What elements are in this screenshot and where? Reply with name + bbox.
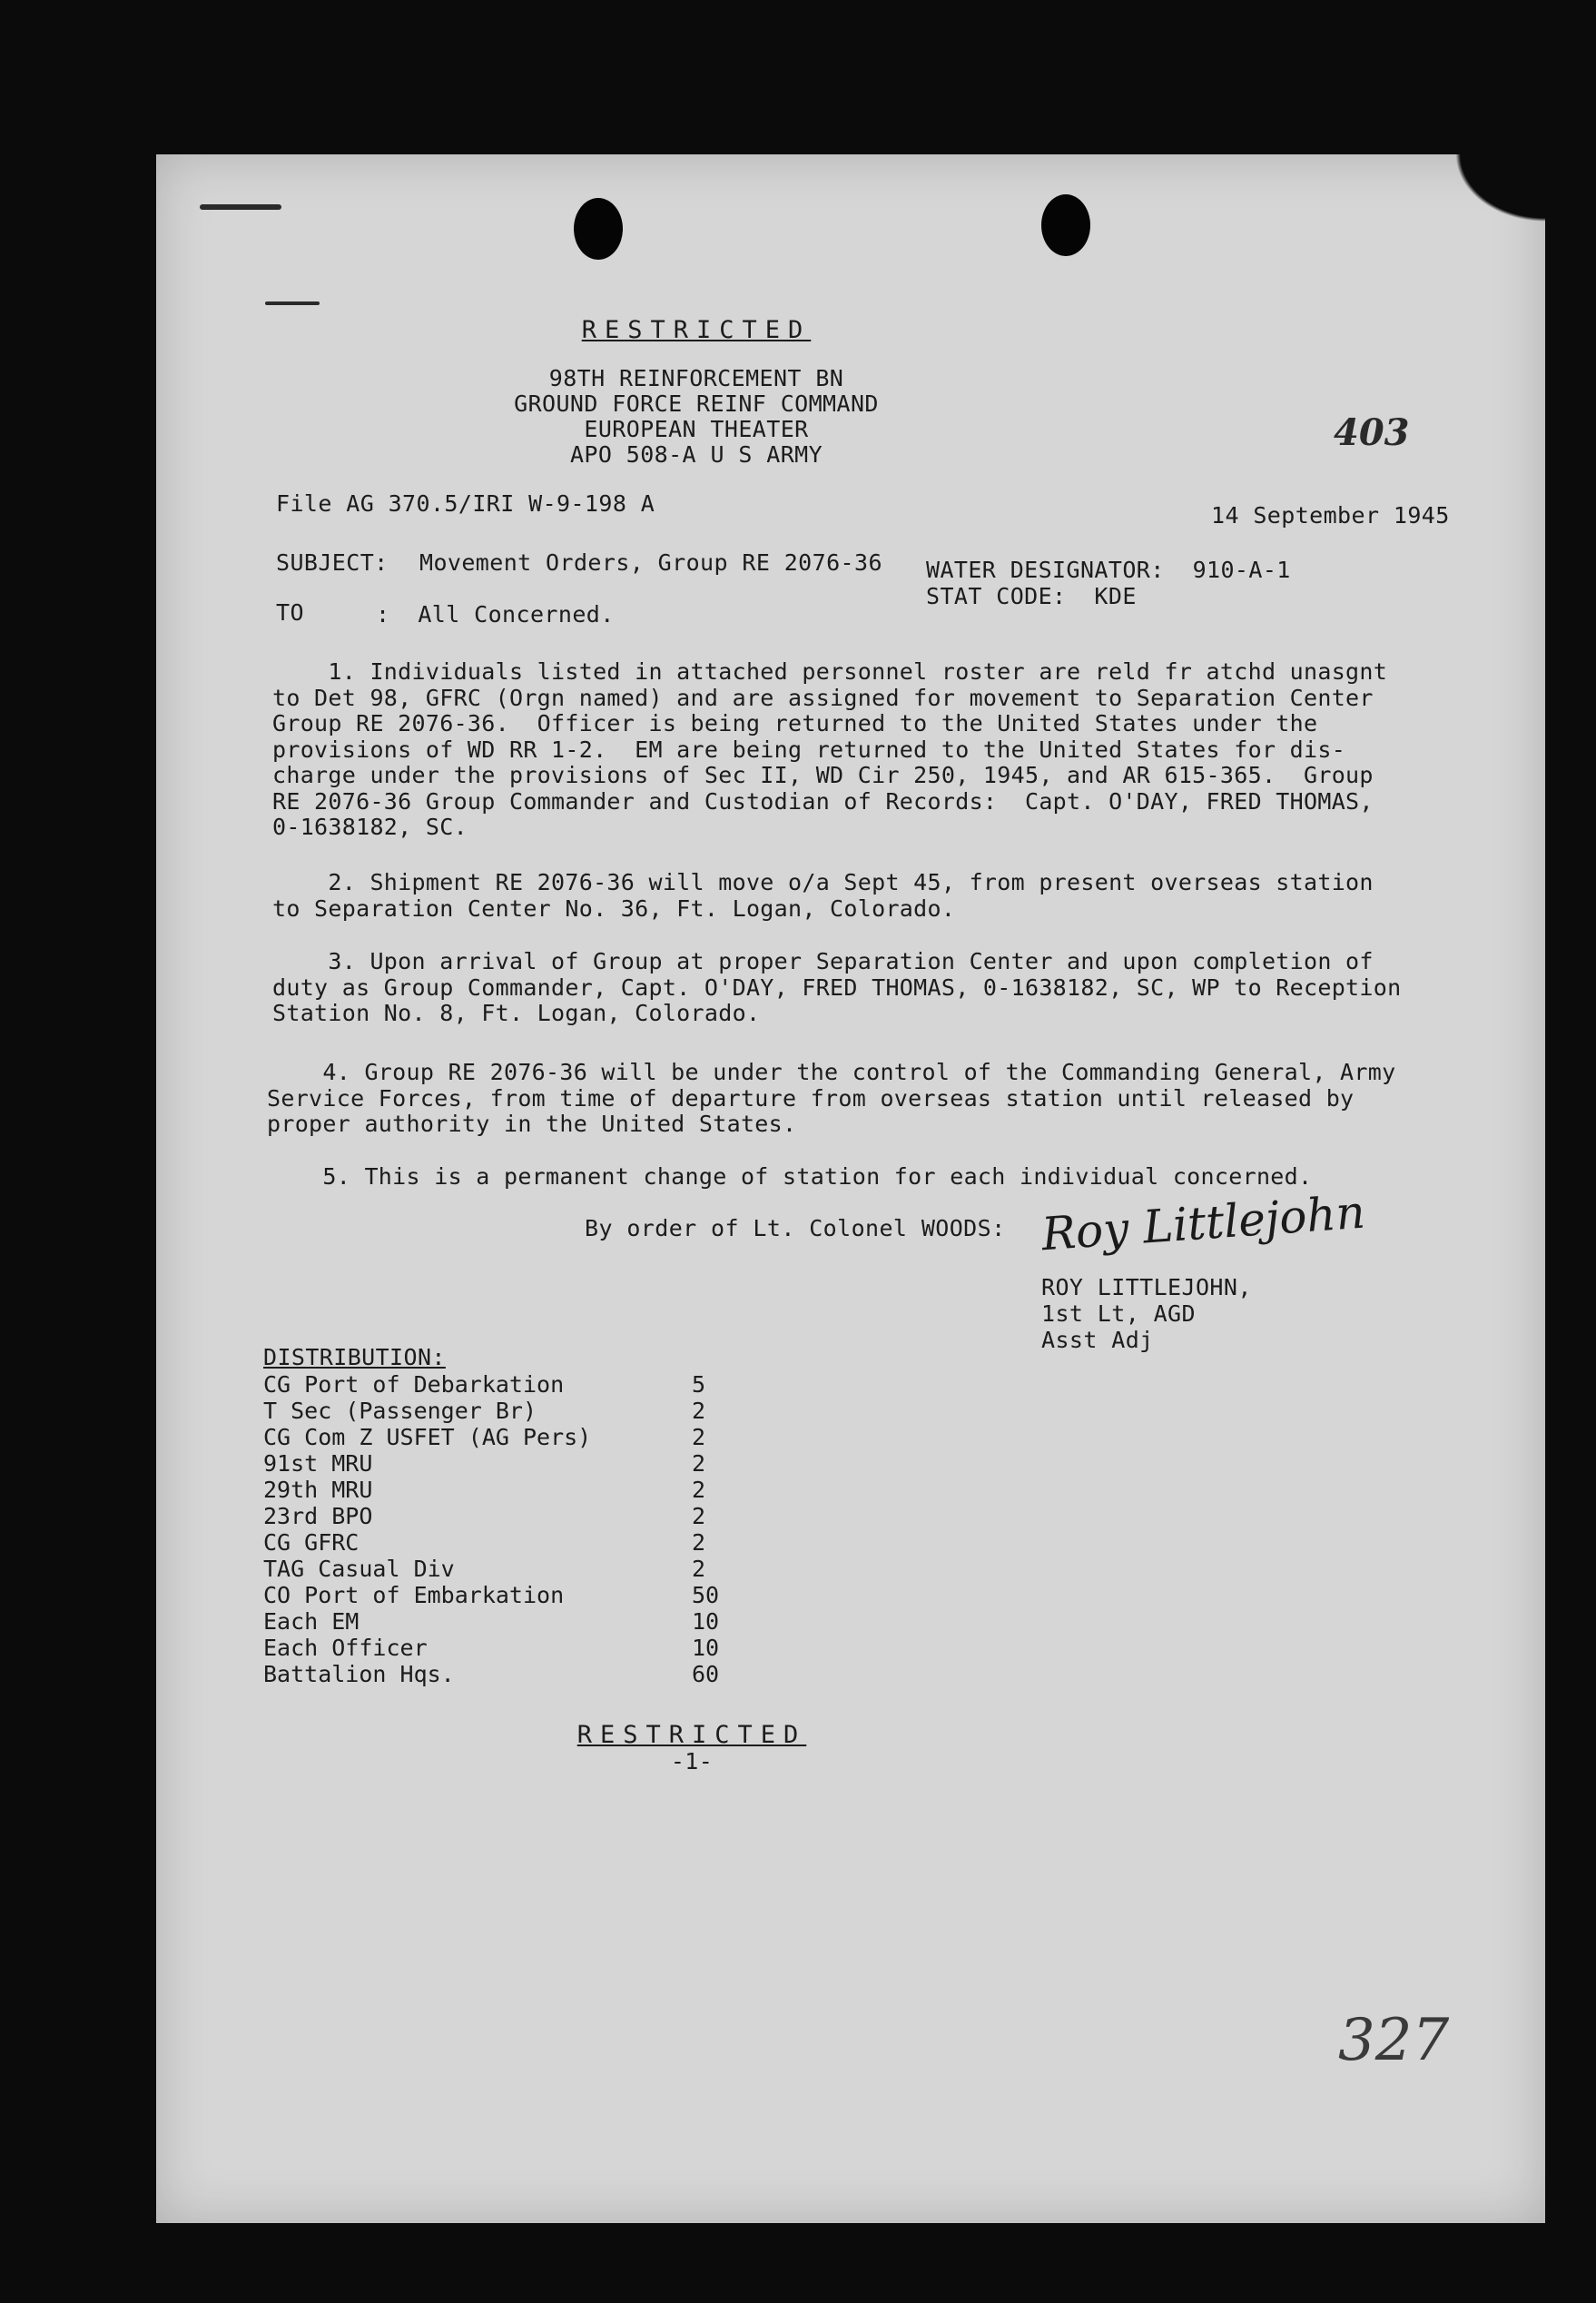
distribution-count: 2 (692, 1450, 706, 1477)
distribution-label: 91st MRU (263, 1450, 373, 1477)
distribution-label: Each EM (263, 1608, 360, 1635)
distribution-count: 2 (692, 1398, 706, 1424)
paragraph-2 (272, 870, 1374, 922)
distribution-label: CO Port of Embarkation (263, 1582, 565, 1608)
ink-mark (265, 301, 320, 305)
file-reference: File AG 370.5/IRI W-9-198 A (276, 490, 655, 517)
unit-line-4: APO 508-A U S ARMY (569, 441, 823, 468)
paragraph-1 (272, 659, 1387, 841)
distribution-label: 29th MRU (263, 1477, 373, 1503)
distribution-row (263, 1450, 717, 1477)
distribution-row (263, 1371, 717, 1398)
distribution-count: 2 (692, 1529, 706, 1556)
paragraph-3-line: 3. Upon arrival of Group at proper Separation Center and upon completion of (272, 948, 1374, 974)
distribution-row (263, 1503, 717, 1529)
punch-hole-left (574, 198, 623, 260)
distribution-row (263, 1635, 720, 1661)
distribution-row (263, 1661, 720, 1687)
distribution-row (263, 1556, 717, 1582)
distribution-label: 23rd BPO (263, 1503, 373, 1529)
distribution-count: 5 (692, 1371, 706, 1398)
distribution-row (263, 1608, 720, 1635)
paragraph-2-line: to Separation Center No. 36, Ft. Logan, Colorado. (272, 895, 956, 922)
classification-top: RESTRICTED (581, 316, 812, 344)
paragraph-4-line: Service Forces, from time of departure from overseas station until released by (267, 1084, 1355, 1112)
paragraph-2-line: 2. Shipment RE 2076-36 will move o/a Sept 45, from present overseas station (272, 869, 1374, 895)
paragraph-3 (272, 949, 1401, 1027)
distribution-row (263, 1477, 717, 1503)
distribution-label: T Sec (Passenger Br) (263, 1398, 537, 1424)
punch-hole-right (1041, 194, 1090, 256)
stat-code: STAT CODE: KDE (926, 583, 1137, 609)
distribution-count: 2 (692, 1556, 706, 1582)
distribution-row (263, 1398, 717, 1424)
subject-label: SUBJECT: (276, 549, 389, 576)
paragraph-4-line: 4. Group RE 2076-36 will be under the control of the Commanding General, Army (267, 1059, 1396, 1085)
unit-line-3: EUROPEAN THEATER (584, 416, 809, 442)
archive-number: 327 (1338, 2007, 1450, 2074)
unit-line-2: GROUND FORCE REINF COMMAND (514, 390, 879, 417)
staple-mark (200, 204, 281, 210)
paragraph-3-line: Station No. 8, Ft. Logan, Colorado. (272, 1000, 761, 1026)
distribution-count: 2 (692, 1503, 706, 1529)
paragraph-5-line: 5. This is a permanent change of station for each individual concerned. (267, 1163, 1313, 1190)
distribution-count: 2 (692, 1424, 706, 1450)
paragraph-1-line: RE 2076-36 Group Commander and Custodian of Records: Capt. O'DAY, FRED THOMAS, (272, 787, 1374, 815)
distribution-count: 50 (692, 1582, 720, 1608)
distribution-label: CG Port of Debarkation (263, 1371, 565, 1398)
paragraph-1-line: 0-1638182, SC. (272, 814, 468, 840)
by-order-line: By order of Lt. Colonel WOODS: (585, 1215, 1006, 1241)
distribution-label: Battalion Hqs. (263, 1661, 455, 1687)
water-designator: WATER DESIGNATOR: 910-A-1 (926, 557, 1291, 583)
paragraph-1-line: to Det 98, GFRC (Orgn named) and are assigned for movement to Separation Center (272, 684, 1374, 711)
document-page (156, 154, 1545, 2223)
classification-bottom: RESTRICTED (576, 1721, 807, 1749)
signer-rank: 1st Lt, AGD (1041, 1300, 1196, 1327)
paragraph-1-line: Group RE 2076-36. Officer is being returned to the United States under the (272, 710, 1318, 736)
distribution-count: 2 (692, 1477, 706, 1503)
to-label: TO (276, 599, 304, 626)
paragraph-1-line: provisions of WD RR 1-2. EM are being returned to the United States for dis- (272, 736, 1346, 763)
subject-text: Movement Orders, Group RE 2076-36 (419, 549, 882, 576)
distribution-count: 10 (692, 1608, 720, 1635)
signer-title: Asst Adj (1041, 1327, 1154, 1353)
page-number: -1- (670, 1748, 714, 1774)
distribution-count: 10 (692, 1635, 720, 1661)
handwritten-signature: Roy Littlejohn (1039, 1185, 1367, 1261)
distribution-count: 60 (692, 1661, 720, 1687)
distribution-row (263, 1424, 717, 1450)
distribution-label: Each Officer (263, 1635, 428, 1661)
paragraph-4-line: proper authority in the United States. (267, 1111, 797, 1137)
distribution-heading: DISTRIBUTION: (263, 1344, 446, 1370)
to-value: : All Concerned. (376, 601, 615, 628)
stamp-number: 403 (1334, 411, 1410, 454)
document-date: 14 September 1945 (1211, 502, 1450, 529)
distribution-row (263, 1529, 717, 1556)
paragraph-5 (267, 1164, 1312, 1191)
distribution-label: TAG Casual Div (263, 1556, 455, 1582)
paragraph-1-line: charge under the provisions of Sec II, WD Cir 250, 1945, and AR 615-365. Group (272, 762, 1374, 788)
distribution-label: CG Com Z USFET (AG Pers) (263, 1424, 592, 1450)
paragraph-4 (267, 1060, 1395, 1138)
torn-corner (1436, 154, 1545, 236)
paragraph-1-line: 1. Individuals listed in attached personnel roster are reld fr atchd unasgnt (272, 658, 1388, 685)
signer-name: ROY LITTLEJOHN, (1041, 1274, 1252, 1300)
unit-line-1: 98TH REINFORCEMENT BN (548, 365, 844, 391)
distribution-row (263, 1582, 720, 1608)
distribution-label: CG GFRC (263, 1529, 360, 1556)
paragraph-3-line: duty as Group Commander, Capt. O'DAY, FRED THOMAS, 0-1638182, SC, WP to Reception (272, 974, 1402, 1001)
